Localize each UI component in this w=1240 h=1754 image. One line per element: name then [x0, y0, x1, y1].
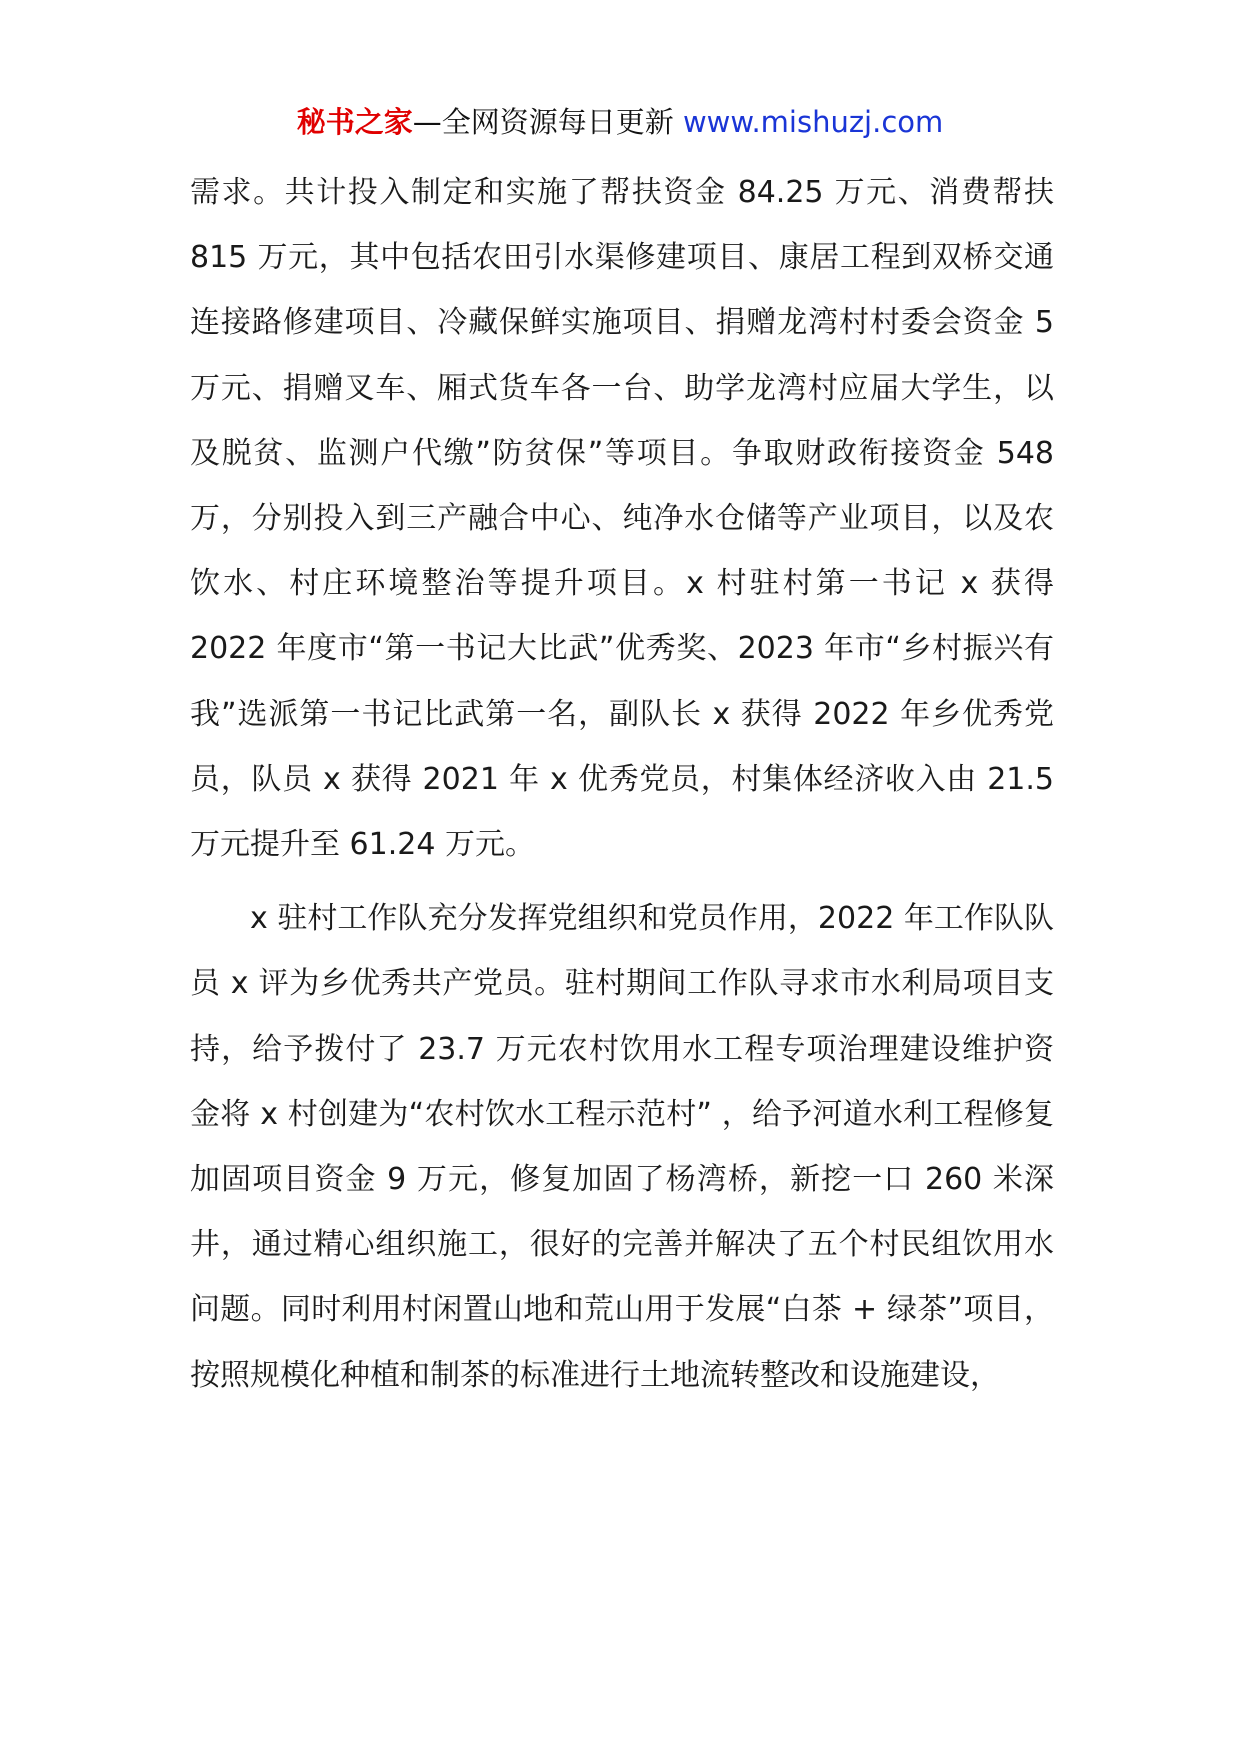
- paragraph-2: x 驻村工作队充分发挥党组织和党员作用，2022 年工作队队员 x 评为乡优秀共产党员。驻村期间工作队寻求市水利局项目支持，给予拨付了 23.7 万元农村饮用水工程专项治理建设维护资金将 x 村创建为“农村饮水工程示范村” ，给予河道水利工程修复加固项目资金 9 万元，修复加固了杨湾桥，新挖一口 260 米深井，通过精心组织施工，很好的完善并解决了五个村民组饮用水问题。同时利用村闲置山地和荒山用于发展“白茶 + 绿茶”项目，按照规模化种植和制茶的标准进行土地流转整改和设施建设，: [190, 901, 1054, 1393]
- document-body: [190, 160, 1054, 1408]
- site-brand: 秘书之家: [296, 105, 413, 139]
- site-tagline: —全网资源每日更新: [412, 105, 674, 139]
- site-header: [0, 102, 1240, 142]
- site-url-link[interactable]: www.mishuzj.com: [682, 105, 944, 139]
- paragraph-1: 需求。共计投入制定和实施了帮扶资金 84.25 万元、消费帮扶 815 万元，其中包括农田引水渠修建项目、康居工程到双桥交通连接路修建项目、冷藏保鲜实施项目、捐赠龙湾村村委会资金 5 万元、捐赠叉车、厢式货车各一台、助学龙湾村应届大学生，以及脱贫、监测户代缴”防贫保”等项目。争取财政衔接资金 548 万，分别投入到三产融合中心、纯净水仓储等产业项目，以及农饮水、村庄环境整治等提升项目。x 村驻村第一书记 x 获得 2022 年度市“第一书记大比武”优秀奖、2023 年市“乡村振兴有我”选派第一书记比武第一名，副队长 x 获得 2022 年乡优秀党员，队员 x 获得 2021 年 x 优秀党员，村集体经济收入由 21.5 万元提升至 61.24 万元。: [190, 175, 1054, 863]
